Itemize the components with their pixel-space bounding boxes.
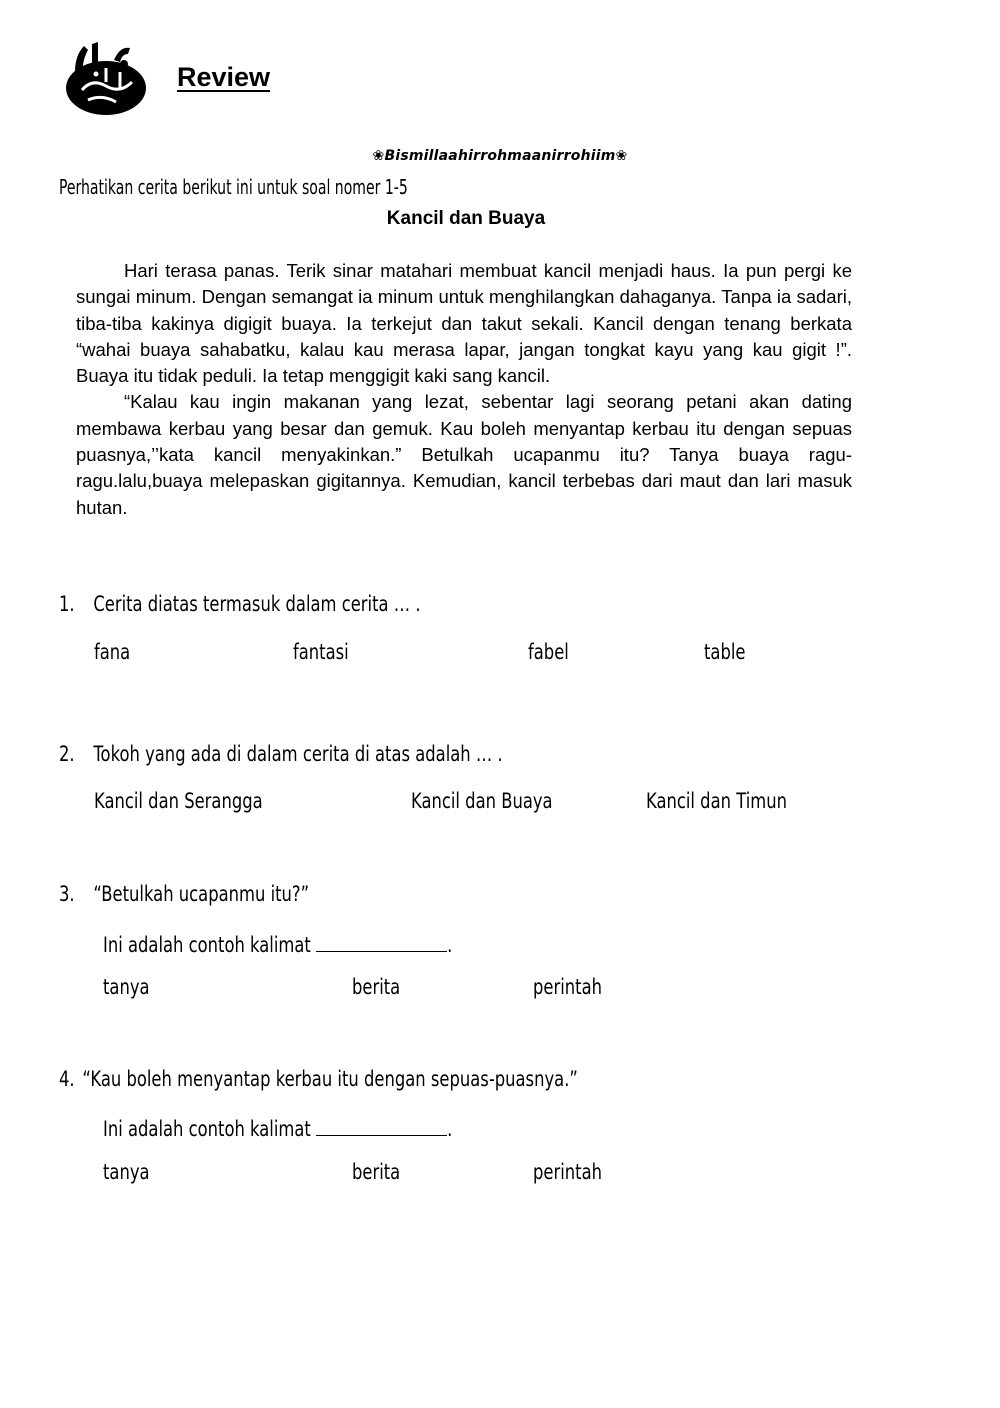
q4-option-2[interactable]: berita [352,1160,401,1184]
q4-prompt: Ini adalah contoh kalimat . [103,1113,452,1141]
q4-option-3[interactable]: perintah [533,1160,602,1184]
question-number: 1. [59,592,75,616]
story-text [76,258,852,521]
story-paragraph-1: Hari terasa panas. Terik sinar matahari membuat kancil menjadi haus. Ia pun pergi ke sungai minum. Dengan semangat ia minum untuk menghilangkan dahaganya. Tanpa ia sadari, tiba-tiba kakinya digigit buaya. Ia terkejut dan takut sekali. Kancil dengan tenang berkata “wahai buaya sahabatku, kalau kau merasa lapar, jangan tongkat kayu yang kau gigit !”. Buaya itu tidak peduli. Ia tetap menggigit kaki sang kancil. [76,260,852,387]
question-number: 2. [59,742,75,766]
question-2 [59,742,503,766]
story-paragraph-2: “Kalau kau ingin makanan yang lezat, sebentar lagi seorang petani akan dating membawa kerbau yang besar dan gemuk. Kau boleh menyantap kerbau itu dengan sepuas puasnya,’’kata kancil menyakinkan.” Betulkah ucapanmu itu? Tanya buaya ragu-ragu.lalu,buaya melepaskan gigitannya. Kemudian, kancil terbebas dari maut dan lari masuk hutan. [76,391,852,518]
answer-blank[interactable] [316,929,447,952]
q4-option-1[interactable]: tanya [103,1160,150,1184]
question-number: 4. [59,1067,75,1091]
q1-option-2[interactable]: fantasi [293,640,349,664]
page-title: Review [177,62,271,92]
story-title: Kancil dan Buaya [386,208,546,229]
question-text: “Betulkah ucapanmu itu?” [93,882,310,906]
prompt-text: Ini adalah contoh kalimat [103,1117,311,1141]
q3-option-2[interactable]: berita [352,975,401,999]
question-number: 3. [59,882,75,906]
question-1 [59,592,421,616]
question-text: Cerita diatas termasuk dalam cerita … . [93,592,421,616]
prompt-text: Ini adalah contoh kalimat [103,933,311,957]
question-4 [59,1067,578,1091]
calligraphy-logo-icon [62,38,150,118]
q3-prompt: Ini adalah contoh kalimat . [103,929,452,957]
q1-option-3[interactable]: fabel [528,640,569,664]
answer-blank[interactable] [316,1113,447,1136]
q3-option-3[interactable]: perintah [533,975,602,999]
q1-option-4[interactable]: table [704,640,746,664]
q2-option-3[interactable]: Kancil dan Timun [646,789,787,813]
bismillah-heading: ❀Bismillaahirrohmaanirrohiim❀ [372,148,628,164]
question-3 [59,882,309,906]
q2-option-2[interactable]: Kancil dan Buaya [411,789,553,813]
instruction-text: Perhatikan cerita berikut ini untuk soal nomer 1-5 [59,175,408,199]
q1-option-1[interactable]: fana [94,640,131,664]
q2-option-1[interactable]: Kancil dan Serangga [94,789,263,813]
q3-option-1[interactable]: tanya [103,975,150,999]
question-text: “Kau boleh menyantap kerbau itu dengan sepuas-puasnya.” [82,1067,578,1091]
question-text: Tokoh yang ada di dalam cerita di atas adalah … . [93,742,503,766]
